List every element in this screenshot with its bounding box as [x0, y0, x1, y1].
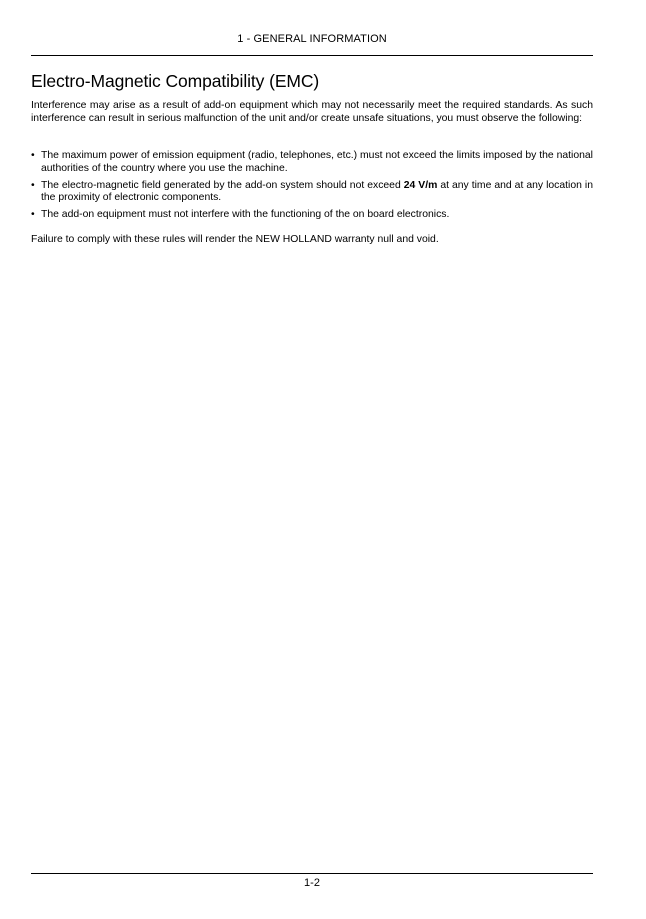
page-number: 1-2 [304, 877, 320, 889]
bullet-icon: • [31, 179, 35, 191]
list-item [31, 150, 593, 175]
requirements-list [31, 150, 593, 226]
running-header: 1 - GENERAL INFORMATION [237, 33, 387, 45]
bullet-icon: • [31, 209, 35, 220]
list-item-text: The maximum power of emission equipment (radio, telephones, etc.) must not exceed the limits imposed by the national authorities of the country where you use the machine. [41, 150, 593, 174]
field-limit-value: 24 V/m [403, 179, 438, 191]
list-item-text-before: The electro-magnetic field generated by the add-on system should not exceed [41, 179, 404, 191]
header-rule [31, 55, 593, 56]
list-item-text: The add-on equipment must not interfere with the functioning of the on board electronics. [41, 209, 450, 220]
list-item [31, 180, 593, 205]
intro-paragraph: Interference may arise as a result of add-on equipment which may not necessarily meet the required standards. As such interference can result in serious malfunction of the unit and/or create unsafe situations, you must observe the following: [31, 100, 593, 124]
bullet-icon: • [31, 150, 35, 161]
section-title: Electro-Magnetic Compatibility (EMC) [31, 71, 320, 91]
list-item-text-after: at any time and at any location in the proximity of electronic components. [41, 179, 593, 203]
footer-rule [31, 873, 593, 874]
list-item [31, 209, 593, 222]
closing-paragraph: Failure to comply with these rules will render the NEW HOLLAND warranty null and void. [31, 234, 439, 245]
